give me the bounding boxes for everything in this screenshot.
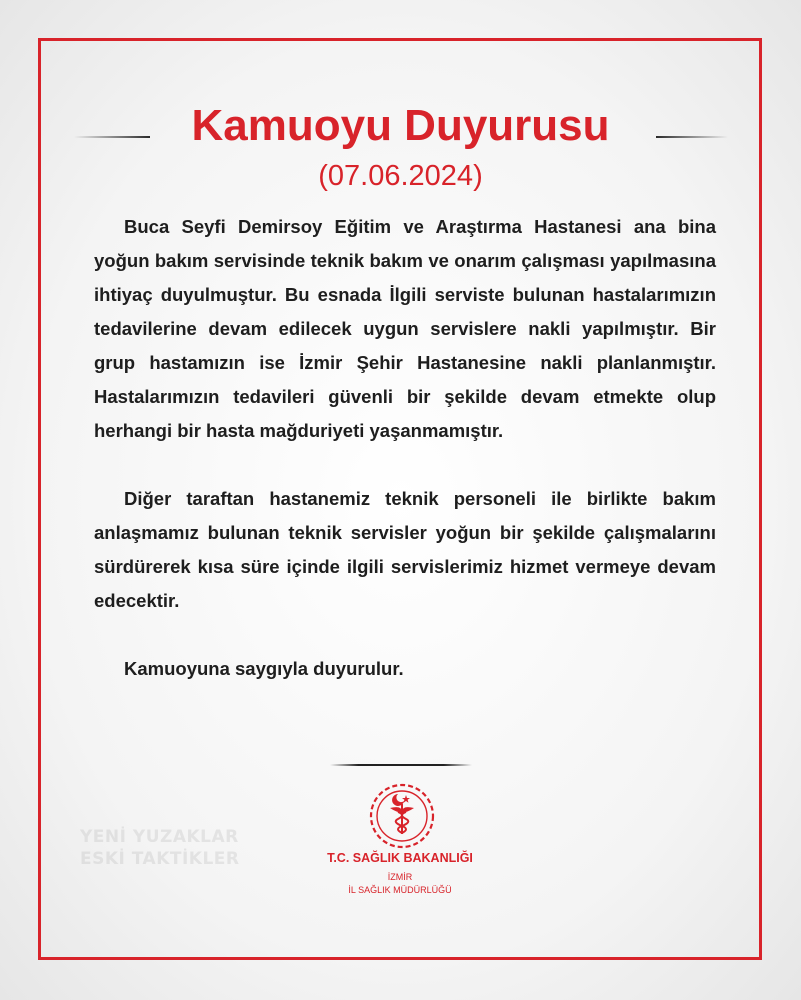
announcement-body <box>94 210 716 686</box>
closing-line: Kamuoyuna saygıyla duyurulur. <box>124 658 404 679</box>
signature-divider <box>330 764 472 766</box>
ministry-name: T.C. SAĞLIK BAKANLIĞI <box>327 851 473 865</box>
title-right-rule <box>656 136 728 138</box>
watermark-line-1: YENİ YUZAKLAR <box>80 827 239 847</box>
ministry-of-health-emblem-icon <box>368 782 436 850</box>
paragraph-2: Diğer taraftan hastanemiz teknik personeli ile birlikte bakım anlaşmamız bulunan teknik servisler yoğun bir şekilde çalışmalarını sürdürerek kısa süre içinde ilgili servislerimiz hizmet vermeye devam edecektir. <box>94 488 716 611</box>
city-name: İZMİR <box>387 872 413 882</box>
announcement-date: (07.06.2024) <box>318 160 483 192</box>
paragraph-1: Buca Seyfi Demirsoy Eğitim ve Araştırma Hastanesi ana bina yoğun bakım servisinde teknik bakım ve onarım çalışması yapılmasına ihtiyaç duyulmuştur. Bu esnada İlgili serviste bulunan hastalarımızın tedavilerine devam edilecek uygun servislere nakli yapılmıştır. Bir grup hastamızın ise İzmir Şehir Hastanesine nakli planlanmıştır. Hastalarımızın tedavileri güvenli bir şekilde devam etmekte olup herhangi bir hasta mağduriyeti yaşanmamıştır. <box>94 216 716 441</box>
watermark-line-2: ESKİ TAKTİKLER <box>80 849 240 869</box>
page-title: Kamuoyu Duyurusu <box>191 101 610 150</box>
watermark <box>80 826 240 870</box>
department-name: İL SAĞLIK MÜDÜRLÜĞÜ <box>348 885 452 895</box>
title-row <box>0 96 801 156</box>
